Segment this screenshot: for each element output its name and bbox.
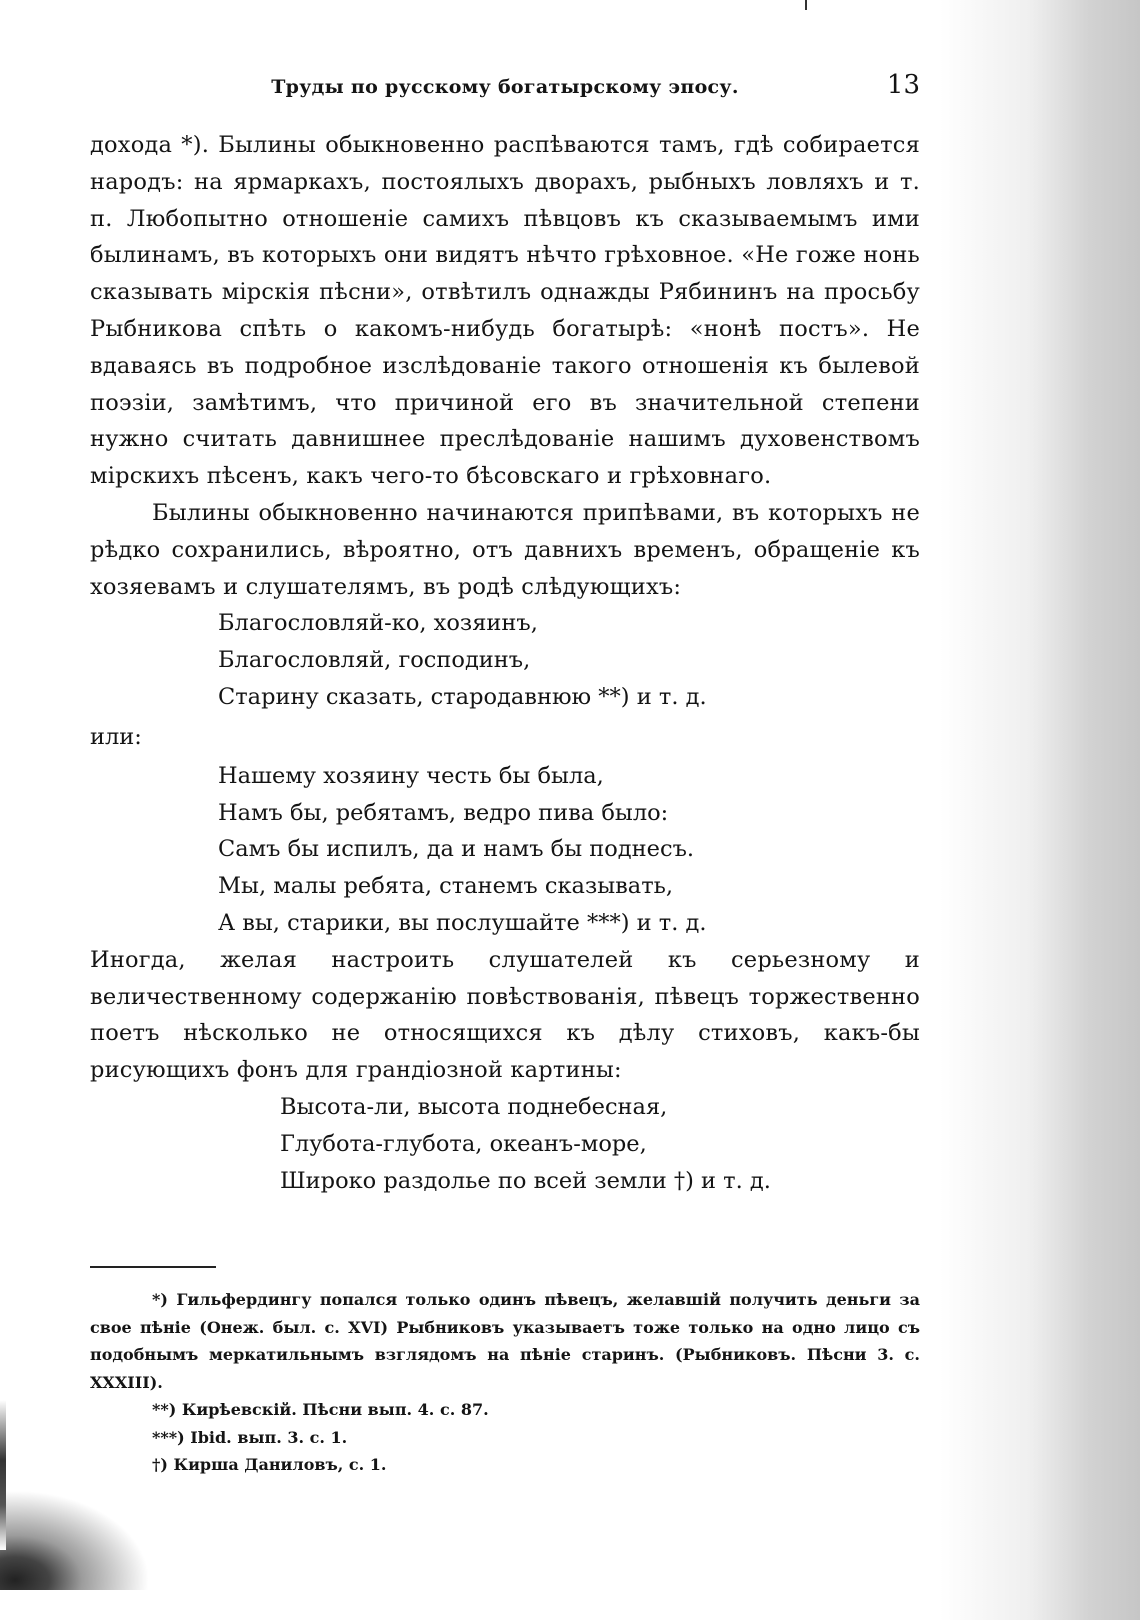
main-text — [90, 127, 920, 1199]
verse-block — [90, 605, 920, 715]
page-edge-shadow — [940, 0, 1140, 1620]
page-number: 13 — [886, 70, 920, 100]
footnote-rule — [90, 1266, 216, 1268]
footnote: ***) Ibid. вып. 3. с. 1. — [152, 1427, 348, 1447]
verse-line: Глубота-глубота, океанъ-море, — [280, 1130, 647, 1157]
footnote: *) Гильфердингу попался только одинъ пѣвецъ, желавшій получить деньги за свое пѣніе (Онеж. был. с. XVI) Рыбниковъ указываетъ тоже только на одно лицо съ подобнымъ меркатильнымъ взглядомъ на пѣніе старинъ. (Рыбниковъ. Пѣсни 3. с. XXXIII). — [90, 1290, 920, 1392]
verse-line: Широко раздолье по всей земли †) и т. д. — [280, 1167, 771, 1194]
verse-line: Благословляй, господинъ, — [218, 647, 531, 674]
footnote: †) Кирша Даниловъ, с. 1. — [152, 1455, 387, 1474]
scan-edge-mark — [0, 1400, 6, 1550]
scan-smudge — [0, 1490, 150, 1590]
scan-tick-mark — [805, 0, 807, 10]
verse-line: А вы, старики, вы послушайте ***) и т. д. — [218, 909, 707, 936]
verse-block — [90, 1089, 920, 1199]
verse-line: Старину сказать, стародавнюю **) и т. д. — [218, 683, 707, 710]
verse-line: Высота-ли, высота поднебесная, — [280, 1093, 668, 1120]
verse-line: Самъ бы испилъ, да и намъ бы поднесъ. — [218, 836, 695, 863]
paragraph: Былины обыкновенно начинаются припѣвами, въ которыхъ не рѣдко сохранились, вѣроятно, отъ давнихъ временъ, обращеніе къ хозяевамъ и слушателямъ, въ родѣ слѣдующихъ: — [90, 499, 920, 600]
verse-line: Намъ бы, ребятамъ, ведро пива было: — [218, 799, 669, 826]
page-header — [90, 68, 920, 108]
footnotes — [90, 1286, 920, 1479]
paragraph: Иногда, желая настроить слушателей къ серьезному и величественному содержанію повѣствованія, пѣвецъ торжественно поетъ нѣсколько не относящихся къ дѣлу стиховъ, какъ-бы рисующихъ фонъ для грандіозной картины: — [90, 946, 920, 1084]
verse-line: Благословляй-ко, хозяинъ, — [218, 610, 538, 637]
footnote: **) Кирѣевскій. Пѣсни вып. 4. с. 87. — [152, 1400, 489, 1419]
connector-word: или: — [90, 723, 142, 750]
running-title: Труды по русскому богатырскому эпосу. — [271, 76, 739, 98]
verse-block — [90, 758, 920, 942]
verse-line: Мы, малы ребята, станемъ сказывать, — [218, 873, 674, 900]
verse-line: Нашему хозяину честь бы была, — [218, 762, 604, 789]
paragraph: дохода *). Былины обыкновенно распѣваются тамъ, гдѣ собирается народъ: на ярмаркахъ, постоялыхъ дворахъ, рыбныхъ ловляхъ и т. п. Любопытно отношеніе самихъ пѣвцовъ къ сказываемымъ ими былинамъ, въ которыхъ они видятъ нѣчто грѣховное. «Не гоже нонь сказывать мірскія пѣсни», отвѣтилъ однажды Рябининъ на просьбу Рыбникова спѣть о какомъ-нибудь богатырѣ: «нонѣ постъ». Не вдаваясь въ подробное изслѣдованіе такого отношенія къ былевой поэзіи, замѣтимъ, что причиной его въ значительной степени нужно считать давнишнее преслѣдованіе нашимъ духовенствомъ мірскихъ пѣсенъ, какъ чего-то бѣсовскаго и грѣховнаго. — [90, 132, 920, 490]
